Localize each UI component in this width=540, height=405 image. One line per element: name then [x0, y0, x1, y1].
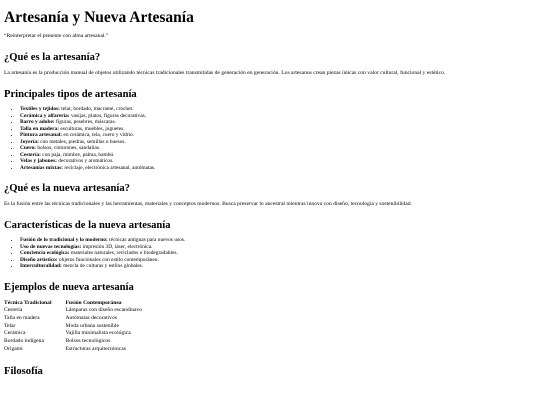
list-item-term: Barro y adobe: [20, 119, 55, 125]
list-item-desc: bolsos, cinturones, sandalias. [36, 145, 101, 151]
column-header: Técnica Tradicional [4, 299, 52, 306]
heading-tipos: Principales tipos de artesanía [4, 89, 137, 100]
list-tipos [4, 106, 540, 171]
table-row [4, 338, 148, 346]
list-item-desc: objetos funcionales con estilo contemporáneo. [57, 256, 159, 263]
table-cell: Estructuras arquitectónicas [65, 345, 126, 352]
list-item-desc: vasijas, platos, figuras decorativas. [69, 112, 147, 119]
list-item-desc: figuras, pesebres, máscaras. [54, 119, 117, 125]
table-row [4, 330, 148, 338]
table-row [4, 315, 148, 323]
heading-caracteristicas: Características de la nueva artesanía [4, 220, 171, 231]
table-cell: Vajilla minimalista ecológica [65, 330, 131, 337]
quote: “Reinterpretar el presente con alma artesanal.” [4, 33, 109, 39]
list-item-desc: telar, bordado, macramé, crochet. [59, 106, 134, 112]
paragraph-nueva: Es la fusión entre las técnicas tradicionales y las herramientas, materiales y conceptos modernos. Busca preservar lo ancestral mientras innova con diseño, tecnología y sostenibilidad. [4, 201, 412, 207]
heading-nueva: ¿Qué es la nueva artesanía? [4, 183, 130, 194]
list-item-term: Velas y jabones: [20, 158, 57, 164]
list-item-term: Pintura artesanal: [20, 132, 63, 138]
heading-filosofia: Filosofía [4, 365, 43, 377]
page-title: Artesanía y Nueva Artesanía [4, 9, 194, 26]
list-item [20, 263, 540, 270]
list-item-term: Joyería: [20, 138, 39, 145]
list-item-term: Cerámica y alfarería: [20, 112, 70, 119]
table-cell: Cestería [4, 307, 23, 313]
heading-artesania: ¿Qué es la artesanía? [4, 52, 101, 63]
table-row [4, 307, 148, 315]
list-item-desc: esculturas, muebles, juguetes. [59, 125, 125, 132]
table-cell: Moda urbana sostenible [65, 322, 119, 329]
list-item-term: Fusión de lo tradicional y lo moderno: [20, 237, 108, 243]
list-item-term: Talla en madera: [20, 125, 60, 132]
table-row [4, 323, 148, 331]
paragraph-artesania: La artesanía es la producción manual de objetos utilizando técnicas tradicionales transmitidas de generación en generación. Los artesanos crean piezas únicas con valor cultural, funcional y estético. [4, 70, 446, 76]
table-cell: Bolsos tecnológicos [65, 338, 111, 345]
list-item-desc: mezcla de culturas y estilos globales. [61, 263, 144, 269]
table-cell: Bordado indígena [4, 338, 44, 345]
list-item-term: Cestería: [20, 151, 41, 158]
table-header-row [4, 300, 148, 308]
list-item-desc: con paja, mimbre, palma, bambú. [40, 151, 115, 158]
table-row [4, 346, 148, 354]
list-item-desc: materiales naturales, reciclados o biodegradables. [69, 250, 178, 256]
heading-ejemplos: Ejemplos de nueva artesanía [4, 281, 134, 293]
list-item [20, 165, 540, 172]
list-item-term: Conciencia ecológica: [20, 250, 70, 256]
table-cell: Lámparas con diseño escandinavo [65, 307, 143, 313]
list-item-desc: impresión 3D, láser, electrónica. [81, 243, 153, 250]
list-caracteristicas [4, 237, 540, 270]
list-item-desc: con metales, piedras, semillas o huesos. [38, 138, 126, 145]
list-item-term: Diseño artístico: [20, 256, 58, 263]
table-cell: Origami [4, 345, 23, 352]
list-item-desc: técnicas antiguas para nuevos usos. [107, 237, 186, 243]
list-item-term: Interculturalidad: [20, 263, 62, 269]
table-cell: Cerámica [4, 330, 26, 337]
list-item-desc: decorativos y aromáticos. [56, 158, 114, 164]
table-cell: Telar [4, 322, 16, 329]
list-item-term: Textiles y tejidos: [20, 106, 60, 112]
column-header: Fusión Contemporánea [65, 299, 122, 306]
examples-table [4, 300, 148, 354]
list-item-desc: en cerámica, tela, cuero y vidrio. [62, 132, 135, 138]
list-item-term: Uso de nuevas tecnologías: [20, 243, 82, 250]
list-item-term: Cuero: [20, 145, 37, 151]
table-cell: Autómatas decorativos [65, 314, 117, 321]
list-item-term: Artesanías mixtas: [20, 164, 63, 171]
list-item-desc: reciclaje, electrónica artesanal, autómatas. [62, 164, 156, 171]
table-cell: Talla en madera [4, 314, 40, 321]
